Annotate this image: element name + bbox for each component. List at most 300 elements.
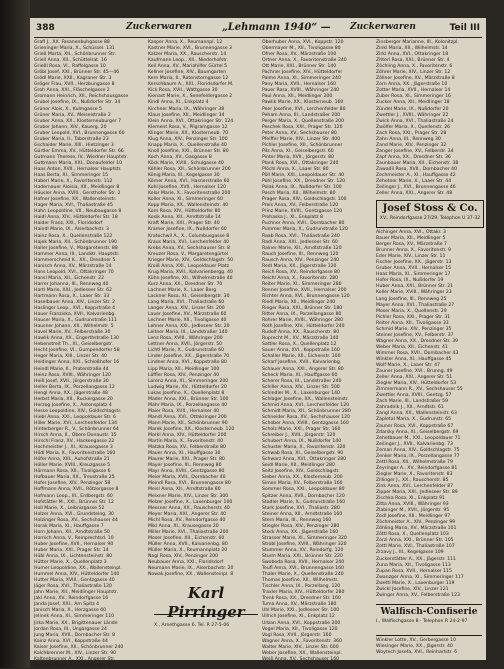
- directory-entry: Tischler Anna, IX., Porzellang. 120: [262, 584, 341, 590]
- directory-entry: Sattler Rosa, X., Quellenplatz 12: [262, 342, 337, 348]
- directory-entry: Zipper Maria, XXI., Jedleseer Str. 89: [376, 490, 458, 496]
- directory-entry: Tuma Anna, XV., Märzstraße 180: [262, 602, 337, 608]
- directory-entry: Hofbauer Maria, XX., Treustraße 25: [34, 475, 115, 481]
- directory-entry: Humer Leopoldine, XX., Wallensteinpl.: [34, 566, 122, 572]
- directory-entry: Koller Anna, XI., Simmeringer 60: [148, 197, 223, 203]
- advertisement-karl-pirringer: [154, 584, 258, 628]
- ad-name: Karl Pirringer: [167, 584, 245, 621]
- directory-entry: Mayer Anna, XVI., Thaliastraße 27: [376, 302, 455, 308]
- directory-entry: Reiter Marie, XI., Simmeringer 280: [262, 281, 342, 287]
- directory-entry: Polak Anna, IX., Nußdorfer Str. 100: [262, 185, 342, 191]
- directory-entry: Zimmermann R., XV., Sechshauser 55: [376, 387, 463, 393]
- directory-entry: Rainer Marie, XII., Arndtstraße 120: [262, 245, 342, 251]
- directory-entry: Hausner Johann, XII., Wilhelmstr. 5: [34, 324, 114, 330]
- directory-entry: Hajek Maria, XII., Schönbrunner 190: [34, 239, 117, 245]
- directory-entry: Teufl Anna, XVI., Brunnengasse 160: [262, 566, 344, 572]
- directory-entry: Kühn Josefine, XII., Wilhelmstraße 40: [148, 275, 233, 281]
- directory-entry: Peer Josefine, XVI., Lerchenfelder 80: [262, 106, 346, 112]
- directory-entry: Zinkl Maria, XII., Wilhelmstr. 14: [376, 46, 448, 52]
- directory-entry: Maurer Marie, XXI., Prager Str. 80: [148, 457, 225, 463]
- directory-entry: Seidl Marie, XII., Meidlinger 280: [262, 463, 335, 469]
- directory-entry: Reich Rosa, XV., Reindorfgasse 80: [262, 269, 340, 275]
- directory-entry: Schmid Marie, XIV., Penzinger 35: [376, 326, 452, 332]
- directory-entry: Stadler Marie, X., Gudrunstraße 160: [262, 499, 346, 505]
- directory-entry: Schindler M., X., Laxenburger 140: [262, 390, 340, 396]
- directory-entry: Strasser Marie, XI., Simmeringer 320: [262, 535, 347, 541]
- directory-entry: Meisl Anna, XII., Arndtstraße 80: [148, 487, 221, 493]
- directory-entry: Stock Anna, XX., Jägerstraße 160: [262, 529, 339, 535]
- directory-entry: Holzer Anna, XVI., Grundsteing. 30: [34, 511, 114, 517]
- directory-entry: Pfeiffer Marie, XIV., Linzer Str. 400: [262, 136, 341, 142]
- column-3: [262, 40, 370, 662]
- directory-entry: Renner Josefine, XVII., Hernalser 200: [262, 287, 347, 293]
- directory-entry: Höller Marie, XVIII., Kreuzgasse 5: [34, 463, 111, 469]
- directory-entry: Schauer Anna, XXI., Angerer Str. 80: [262, 366, 344, 372]
- directory-entry: Koch Anna, XV., Gasgasse 8: [148, 154, 212, 160]
- directory-entry: Woytech Josefa, XVI., Reinhartstr. 6: [376, 650, 458, 656]
- directory-entry: Moser Maria, X., Quellenstr. 29: [376, 308, 447, 314]
- directory-entry: Zahn Anna, III., Rennweg 30: [376, 136, 441, 142]
- directory-entry: Jahn Marie, XII., Meidlinger Hauptstr.: [34, 590, 118, 596]
- directory-entry: Zorzi Anna, XXI., Brünner Str. 105: [376, 538, 454, 544]
- directory-entry: Gröger Frau, XVII., Herzbungasse 8: [34, 82, 115, 88]
- directory-entry: Jung Maria, XVII., Dornbacher Str. 8: [34, 632, 116, 638]
- directory-entry: Aichinger Anna, XVI., Ottakr. 3: [376, 230, 446, 235]
- directory-entry: Schneider Rosa, XV., Sechshauser 120: [262, 414, 351, 420]
- page-header: [34, 22, 482, 36]
- directory-entry: Hornich Anna, V., Reinprechtsd. 10: [34, 535, 114, 541]
- directory-entry: Horak Maria, XI., Hauffgasse 7: [34, 523, 104, 529]
- directory-entry: Hansl Maria, XII., Eichenstr. 22: [34, 275, 105, 281]
- directory-entry: Schreiber J., XVII., Jörgerstr. 120: [262, 433, 336, 439]
- ad-name: Walfisch-Confiserie: [380, 607, 478, 617]
- directory-entry: Mikl Anna, XI., Krausegasse 20: [148, 523, 219, 529]
- directory-entry: Schubert Anna, IX., Nußdorfer 140: [262, 439, 342, 445]
- directory-entry: Krieger Marie, XIV., Goldschlagstr. 50: [148, 257, 234, 263]
- directory-entry: Pilz Anna, XI., Geiselbergstr. 60: [262, 148, 334, 154]
- directory-entry: Haas Berta, XI., Simmeringer 15: [34, 173, 109, 179]
- directory-entry: Hans Leopold, XVI., Ottakringer 70: [34, 269, 114, 275]
- directory-entry: Prinz Marie, XVIII., Gentzgasse 120: [262, 209, 343, 215]
- directory-entry: Pinter Maria, XVII., Jörgerstr. 80: [262, 154, 334, 160]
- directory-entry: Moser Josefine, XII., Eichenstr. 60: [148, 535, 225, 541]
- directory-entry: Hütter Marie, X., Quellenplatz 3: [34, 560, 107, 566]
- directory-entry: Pummer Maria, X., Gudrunstraße 120: [262, 227, 348, 233]
- directory-entry: Jakl Anna, XV., Reindorfgasse 16: [34, 596, 109, 602]
- directory-entry: Hinterberger R., V., Schönbrunner 64: [34, 427, 119, 432]
- directory-entry: Groh Anna, XXI., Fläschelgasse 2: [34, 88, 110, 94]
- directory-entry: Gruber Anna, XVII., Hernalser 15: [376, 266, 452, 272]
- directory-entry: Kasper Anna, X., Reumannpl. 12: [148, 40, 223, 45]
- directory-entry: Fischer Josefine, XX., Jägerstr. 13: [376, 260, 452, 266]
- directory-entry: Paul Anna, XII., Meidlinger 200: [262, 94, 333, 100]
- directory-entry: Trenk Rosa, XX., Dresdner Str. 160: [262, 596, 341, 602]
- directory-entry: Sieber Anna, XX., Klosterneub. 200: [262, 475, 343, 481]
- directory-entry: Grubel Josefine, IX., Nußdorfer Str. 34: [34, 100, 121, 106]
- directory-entry: Gröbl Josef, XXI., Brünner Str. 45—46: [34, 70, 120, 76]
- directory-entry: Zehetbauer M., XXI., Leopoldauer 71: [376, 435, 461, 441]
- directory-entry: Kaufmann Leop., XII., Niederhofstr.: [148, 58, 229, 64]
- directory-entry: Obermayer M., XII., Tivoligasse 80: [262, 46, 341, 52]
- directory-entry: Prager Rosa, XIV., Goldschlagstr. 100: [262, 197, 347, 203]
- directory-entry: Kolar Marie, X., Favoritenstraße 200: [148, 191, 231, 197]
- directory-entry: Weber Maria, XII., Eichenstr. 41: [376, 344, 448, 350]
- directory-entry: Klement Rosa, V., Pilgramgasse 12: [148, 124, 228, 130]
- directory-entry: Hebenstreit Th., XI., Geiselbergstr.: [34, 342, 114, 348]
- directory-entry: Zeller Anna, XXI., Angerer Str. 51: [376, 375, 453, 381]
- directory-entry: Winkler Anna, XI., Hauffgasse 45: [376, 356, 452, 362]
- directory-entry: Schmid Anna, XVI., Lerchenfelder 120: [262, 402, 350, 408]
- directory-entry: Janisch Maria, X., Herzgasse 60: [34, 608, 107, 614]
- directory-entry: Harrer Johanna, III., Rennweg 40: [34, 281, 109, 287]
- directory-entry: Kellner Josefine, XIV., Baumgarten: [148, 70, 227, 76]
- directory-entry: Gromann Heinrich, XII., Reichshausgasse: [34, 94, 129, 100]
- directory-entry: Hutter Maria, XVIII., Gentzgasse 40: [34, 578, 115, 584]
- directory-entry: Hecht Josefine, VI., Gumpendorfer 58: [34, 348, 120, 354]
- directory-entry: Weiß Anna, XV., Sechshauser 160: [262, 656, 340, 662]
- directory-entry: Haidl Anna, XIV., Hütteldorfer Str. 18: [34, 215, 118, 221]
- directory-entry: Müller Anna, XVII., Kalvarienbg. 80: [148, 541, 228, 547]
- directory-entry: Hartl Marie, XXI., Jedleseer Str. 62: [34, 287, 112, 293]
- directory-entry: Pichler Rosa, XXI., Prager Str. 31: [376, 314, 451, 320]
- directory-entry: Klein Anna, XVI., Ottakringer Str. 124: [148, 118, 234, 124]
- directory-entry: Zischka Rosa, XI., Enkplatz 91: [376, 496, 445, 502]
- directory-entry: Hawlik Anna, XX., Engerthstraße 130: [34, 336, 120, 342]
- directory-entry: Schlager Josefine, XX., Wallensteinstr.: [262, 396, 349, 402]
- directory-entry: Mader Anna, XXI., Brünner Str. 100: [148, 396, 229, 402]
- directory-entry: Ullrich Josefine, XI., Enkplatz 12: [262, 614, 335, 620]
- directory-entry: Hödl Maria, X., Favoritenstraße 160: [34, 451, 116, 457]
- directory-entry: Matzka Rosa, XV., Felberstraße 80: [148, 445, 226, 451]
- directory-entry: Zangl Anna, XX., Wallensteinstr. 63: [376, 411, 457, 417]
- directory-entry: Zwickl Josefine, XIV., Linzer 121: [376, 586, 449, 592]
- directory-entry: Pany Maria, XVII., Hernalser 160: [262, 82, 336, 88]
- directory-entry: Heidinger Anna, XXI., Schloßhofer 16: [34, 360, 120, 366]
- directory-entry: Martin Maria, X., Favoritenstr. 40: [148, 439, 224, 445]
- directory-entry: Horn Johann, XII., Arndtstraße 50: [34, 529, 110, 535]
- directory-entry: Meindl Rosa, XVI., Brunnengasse 80: [148, 481, 231, 487]
- directory-entry: Hummel Anna, XIV., Hütteldorfer 140: [34, 572, 120, 578]
- directory-entry: Katzer Maria, XX., Rauscherstr. 14: [148, 52, 227, 58]
- directory-entry: Zöchling Anna, X., Favoritenstr. 6: [376, 64, 453, 70]
- directory-entry: Hochmeister J., XI., Krausegasse 3: [34, 445, 113, 451]
- directory-entry: Sturm Maria, XXI., Brünner Str. 220: [262, 553, 343, 559]
- directory-entry: Zöhling Maria, XV., Märzstraße 101: [376, 526, 457, 532]
- directory-entry: Richter Anna, XVI., Brunnengasse 120: [262, 293, 350, 299]
- section-heading-right: Zuckerwaren: [350, 22, 416, 32]
- directory-entry: Jordan Rosa, III., Ungargasse 24: [34, 626, 107, 632]
- directory-entry: Pöll Marie, XXI., Leopoldauer Str. 40: [262, 173, 345, 179]
- directory-entry: Hoffmann Anna, XVII., Rötzergasse 8: [34, 487, 119, 493]
- directory-entry: Jirka Marie, XX., Brigittenauer Lände: [34, 620, 118, 626]
- directory-entry: Haindl Marie, IX., Alserbachstr. 3: [34, 227, 109, 233]
- directory-entry: Kern Maria, II., Rotensterngasse 12: [148, 76, 229, 82]
- directory-entry: Zorn Anna, XX., Jägerstraße 10: [376, 82, 448, 88]
- directory-entry: Kroiß Anna, XXI., Leopoldauer Platz: [148, 263, 229, 269]
- directory-entry: Swoboda Rosa, XVII., Hernalser 240: [262, 560, 345, 566]
- directory-entry: Zeilinger J., XVII., Kalvarienbg. 73: [376, 441, 453, 447]
- directory-entry: Zöttl Rosa, X., Quellenplatz 103: [376, 532, 449, 538]
- directory-entry: Hofer Josefine, XIV., Penzinger 58: [34, 481, 111, 487]
- directory-entry: Heinz Rosa, XVIII., Währinger 120: [34, 372, 111, 378]
- directory-entry: Markl Anna, XIV., Hütteldorfer 200: [148, 433, 227, 439]
- directory-entry: Zenker Maria, IX., Porzellangasse 77: [376, 453, 460, 459]
- directory-entry: Zink Anna, XVI., Lerchenfelder 87: [376, 483, 454, 489]
- directory-entry: Heiß Josef, XVII., Jörgerstraße 30: [34, 378, 109, 384]
- directory-entry: Zapletal Maria, X., Gudrunstr. 65: [376, 417, 452, 423]
- directory-entry: Jäger Rosa, XVI., Thaliastraße 120: [34, 584, 112, 590]
- directory-entry: Hammerschmid K., XX., Dresdner 5: [34, 257, 116, 263]
- directory-entry: Kainz Anna, XVI., Koppstraße 44: [34, 638, 108, 644]
- directory-entry: Zwettler J., XVIII., Währinger 22: [376, 112, 449, 118]
- directory-entry: Redl Maria, XX., Jägerstraße 120: [262, 263, 337, 269]
- directory-entry: Sauer Anna, XVI., Koppstraße 160: [262, 348, 340, 354]
- directory-entry: Lukas Josefine, X., Quellenplatz 8: [148, 390, 225, 396]
- directory-entry: Ruprecht M., XV., Märzstraße 140: [262, 336, 339, 342]
- directory-entry: Zaunbauer Maria, XII., Eichenstr. 38: [376, 160, 459, 166]
- directory-entry: Knapp Maria, X., Quellenstraße 40: [148, 142, 227, 148]
- directory-entry: Zöhrer Marie, XIV., Linzer Str. 12: [376, 70, 451, 76]
- directory-entry: Haller Josefine, V., Margaretenstr. 88: [34, 245, 118, 251]
- directory-entry: Schiller Anna, XIV., Linzer Str. 500: [262, 384, 340, 390]
- directory-entry: Zahradnik J., XII., Arndtstr. 61: [376, 405, 444, 411]
- directory-entry: Rieger Rosa, XXI., Brünner Str. 180: [262, 306, 343, 312]
- directory-entry: Kratochwil A., X., Columbusgasse 8: [148, 233, 230, 239]
- page-number: 388: [36, 23, 55, 33]
- binding-edge: [0, 0, 30, 668]
- directory-entry: Zwanzger Anna, XI., Simmeringer 117: [376, 574, 464, 580]
- directory-entry: Zettl Rosa, XII., Wilhelmstraße 79: [376, 459, 453, 465]
- directory-entry: Hauer Franziska, XVII., Kalvarienbg.: [34, 312, 116, 318]
- header-rule: [34, 37, 482, 38]
- directory-entry: Scharf Josefine, XVII., Kalvarienbg.: [262, 360, 342, 366]
- directory-entry: Hadernauer Aloisia, XII., Meidlinger 8: [34, 185, 120, 191]
- directory-entry: Huber Josefine, XVII., Hernalser 90: [34, 541, 114, 547]
- directory-entry: Zwettler Anna, XVIII., Gentzg. 57: [376, 393, 452, 399]
- directory-entry: Klug Anna, XIV., Penzinger Str. 100: [148, 136, 228, 142]
- column-1: [34, 40, 142, 668]
- directory-entry: Pauer Rosa, XVIII., Währinger 240: [262, 88, 340, 94]
- directory-entry: Zwinger Anna, XV., Felberstraße 123: [376, 592, 460, 598]
- directory-entry: Hesse Leopoldine, XIV., Goldschlagstr.: [34, 408, 122, 414]
- column-4-lower: [376, 230, 484, 602]
- directory-entry: Jelinek Anna, XI., Simmeringer 110: [34, 614, 115, 620]
- directory-entry: Stark Josefine, XVI., Thaliastr. 280: [262, 505, 340, 511]
- directory-entry: Kastner Marie, XVI., Brunnengasse 3: [148, 46, 232, 52]
- directory-entry: Hübl Anna, IX., Lichtensteinstr. 80: [34, 553, 113, 559]
- directory-entry: Zuckerstätter A., XX., Jägerstr. 111: [376, 556, 456, 562]
- directory-entry: Zach Rosa, XXI., Prager Str. 28: [376, 130, 447, 136]
- directory-entry: Kirchner Maria, IX., Währinger 38: [148, 106, 225, 112]
- directory-entry: Zodl Josefine, XII., Meidlinger 97: [376, 514, 451, 520]
- directory-entry: Rausch Anna, XIV., Penzinger 240: [262, 257, 340, 263]
- directory-entry: Köck Marie, XVIII., Schulgasse 40: [148, 160, 224, 166]
- directory-entry: Koller Marie, XVIII., Währinger 23: [376, 290, 452, 296]
- directory-entry: Pichler Josefine, XII., Schönbrunner: [262, 142, 343, 148]
- directory-page: [30, 18, 486, 668]
- directory-entry: Preis Anna, XV., Felberstraße 120: [262, 203, 339, 209]
- directory-entry: Lauer Josefine, XV., Märzstraße 60: [148, 312, 227, 318]
- directory-entry: Zillinger J., XX., Rauscherstr. 85: [376, 477, 449, 483]
- directory-entry: Lichtl Marie, X., Gudrunstraße 60: [148, 348, 225, 354]
- directory-entry: Haas Maria, XI., Simmeringer 17: [376, 272, 451, 278]
- directory-entry: Wagner Anna, X., Favoritenstr. 360: [262, 638, 342, 644]
- column-4-tail: [376, 638, 484, 658]
- directory-entry: Uhl Marie, XXI., Jedleseer Str. 100: [262, 608, 340, 614]
- directory-entry: Perger Maria, X., Quellenstraße 200: [262, 118, 345, 124]
- directory-entry: Zrzavy J., III., Kegelgasse 109: [376, 550, 444, 556]
- directory-entry: Ziegler Marie, X., Favoritenstr. 83: [376, 471, 453, 477]
- directory-entry: Hiller Marie, XVI., Lerchenfelder 134: [34, 420, 118, 426]
- directory-entry: Eder Marie, XIV., Linzer Str. 11: [376, 254, 446, 260]
- directory-entry: Stummer Anna, XV., Reindorfg. 120: [262, 547, 344, 553]
- directory-entry: Häusler Anna, XVIII., Gersthofer Str. 2: [34, 191, 121, 197]
- directory-entry: Havel Marie, XV., Felberstraße 30: [34, 330, 111, 336]
- directory-entry: Mann Marie, XII., Schönbrunner 90: [148, 420, 228, 426]
- directory-entry: Kick Rosa, XVII., Wattgasse 30: [148, 88, 218, 94]
- directory-entry: Lackner Rosa, XI., Geiselbergstr. 30: [148, 293, 230, 299]
- running-title: „Lehmann 1940“ —: [222, 22, 331, 33]
- directory-entry: Höfer Anna, XIII., Auhofstraße 21: [34, 457, 110, 463]
- directory-entry: Hörmann Rosa, XII., Tivoligasse 6: [34, 469, 111, 475]
- directory-entry: Zand Marie, XIV., Penzinger 32: [376, 142, 447, 148]
- directory-entry: Schwarz Anna, XVI., Ottakringer 280: [262, 457, 347, 463]
- directory-entry: Wiesinger Marie, XX., Jägerstr. 40: [376, 644, 453, 650]
- directory-entry: Kohl Josefine, XVII., Hernalser 120: [148, 185, 226, 191]
- directory-entry: Grieß Marta, XII., Schönbrunner Str.: [34, 52, 116, 58]
- directory-entry: Vogl Rosa, XVII., Jörgerstr. 160: [262, 632, 332, 638]
- directory-entry: Zlabinger M., XVII., Jörgerstr. 95: [376, 508, 450, 514]
- directory-entry: Kerschbaum A., XXI., Floridsdorfer M.: [148, 82, 234, 88]
- directory-entry: Heger Maria, XIII., Linzer Str. 40: [34, 354, 107, 360]
- ad-address: I., Walfischgasse 8 · Telephon R 24-2-97: [376, 619, 468, 624]
- directory-entry: Zechmeister A., XI., Hauffgasse 42: [376, 173, 456, 179]
- directory-entry: Hengl Anna, XX., Jägerstraße 48: [34, 390, 108, 396]
- directory-entry: Hager Maria, XVI., Thaliastraße 45: [34, 203, 113, 209]
- directory-entry: Langer Anna, XIV., Linzer Str. 200: [148, 306, 225, 312]
- directory-entry: Hofmann Leop., III., Erdbergstr. 60: [34, 493, 113, 499]
- directory-entry: Kraus Maria, XVI., Lerchenfelder 40: [148, 239, 230, 245]
- directory-entry: Pohl Josefine, XX., Dresdner Str. 120: [262, 179, 346, 185]
- directory-entry: Simon Maria, XV., Felberstraße 160: [262, 481, 343, 487]
- directory-entry: Vogel Maria, XII., Tivoligasse 120: [262, 626, 338, 632]
- directory-entry: Lang Maria, XVI., Thaliastraße 60: [148, 300, 225, 306]
- directory-entry: Zinsberger Marianne, III., Kolonitzpl.: [376, 40, 459, 45]
- directory-entry: Ludwig Marie, XV., Hütteldorfer 20: [148, 384, 227, 390]
- directory-entry: Hauser Maria, X., Gudrunstraße 111: [34, 318, 117, 324]
- directory-entry: Janda Josef, XXI., Am Spitz 4: [34, 602, 100, 608]
- directory-entry: Nagl Rosa, XIV., Penzinger 200: [148, 553, 219, 559]
- directory-entry: Holl Marie, X., Leibnizgasse 52: [34, 505, 105, 511]
- directory-entry: Mayer Josefine, III., Rennweg 80: [148, 463, 222, 469]
- directory-entry: Haselbauer Anna, XIV., Linzer Str. 2: [34, 300, 116, 306]
- directory-entry: Grüner Alois, X., Kulmgasse 5: [34, 106, 102, 112]
- directory-entry: Palme Anna, XI., Simmeringer 240: [262, 76, 341, 82]
- directory-entry: Lenz Rosa, XVIII., Währinger 200: [148, 336, 223, 342]
- directory-entry: Grieninger Maria, X., Schüssel. 131: [34, 46, 115, 52]
- directory-entry: Huber Anna, XXI., Brünner Str. 21: [376, 284, 454, 290]
- directory-entry: Stiegler Rosa, XIV., Penzinger 280: [262, 523, 340, 529]
- directory-entry: Zeilinger J., XVI., Brunnengasse 46: [376, 185, 456, 191]
- directory-entry: Oberhuber Anna, XVI., Koppstr. 120: [262, 40, 344, 45]
- directory-entry: Reichl Anna, X., Favoritenstr. 280: [262, 275, 339, 281]
- directory-entry: Hainz Rosa, X., Quellenstraße 122: [34, 233, 113, 239]
- directory-entry: Gruber Leopold, XVI., Brunnengasse 60: [34, 130, 125, 136]
- directory-entry: Kindl Anna, XI., Enkplatz 4: [148, 100, 209, 106]
- directory-entry: Zwölfer Maria, X., Quellenstr. 26: [376, 124, 451, 130]
- directory-entry: Nowak Josefine, XX., Wallensteinpl. 8: [148, 572, 234, 578]
- directory-entry: Bauer Maria, XII., Meidlinger 5: [376, 236, 446, 242]
- directory-entry: Zeller Anna, XXI., Angerer Str. 48: [376, 191, 453, 197]
- directory-entry: Krug Maria, XVII., Kalvarienbergg. 40: [148, 269, 233, 275]
- directory-entry: Schober Anna, XVIII., Gentzgasse 160: [262, 420, 349, 426]
- directory-entry: Heindl Marie, II., Praterstraße 44: [34, 366, 109, 372]
- directory-entry: Zanger Josefine, XV., Felberstr. 34: [376, 148, 454, 154]
- directory-entry: Mahr Maria, IX., Porzellangasse 40: [148, 402, 228, 408]
- directory-entry: Meyer Maria, XXI., Angerer Str. 40: [148, 511, 227, 517]
- directory-entry: Kaltenbrunner A., XXI., Angerer Str.: [34, 656, 116, 662]
- directory-entry: Lindner Anna, XVI., Koppstraße 80: [148, 360, 227, 366]
- directory-entry: Kaiser Josefine, XII., Schönbrunner 240: [34, 644, 124, 650]
- directory-entry: Zöllner Josefine, XV., Märzstraße 8: [376, 76, 455, 82]
- directory-entry: Zauner Josefine, XVI., Brunng. 49: [376, 369, 453, 375]
- directory-entry: Zehetner Marie, X., Laaer Str. 44: [376, 179, 452, 185]
- directory-entry: Rauch Josefine, III., Rennweg 120: [262, 251, 339, 257]
- directory-entry: Zotter Maria, XVII., Hernalser 14: [376, 88, 451, 94]
- directory-entry: Klinger Marie, XX., Klosterneub. 70: [148, 130, 229, 136]
- directory-entry: Holzinger Rosa, XV., Sechshauser 44: [34, 517, 118, 523]
- directory-entry: Hofer Rosa, IX., Nußdorfer 19: [376, 278, 444, 284]
- directory-entry: Knoll Josefine, XXI., Brünner Str. 80: [148, 148, 229, 154]
- directory-entry: Gruber Maria, II., Taborstraße 23: [34, 136, 109, 142]
- directory-entry: Lettner Anna, XVII., Jörgerstr. 50: [148, 342, 223, 348]
- directory-entry: Peschek Rosa, XXI., Prager Str. 120: [262, 124, 343, 130]
- directory-entry: Grafl J., XX. Fasanenbuhgasse 88: [34, 40, 110, 45]
- directory-entry: Berger Rosa, XV., Märzstraße 7: [376, 242, 447, 248]
- directory-entry: Ofner Rosa, XV., Märzstraße 100: [262, 52, 337, 58]
- directory-entry: Sommer Rosa, XXI., Leopoldauer 80: [262, 487, 345, 493]
- directory-entry: Zapf Anna, XX., Dresdner Str. 36: [376, 154, 451, 160]
- directory-entry: Schwab Rosa, XI., Geiselbergstr. 90: [262, 451, 344, 457]
- directory-entry: Peter Anna, XV., Sechshauser 80: [262, 130, 337, 136]
- part-label: Teil III: [449, 23, 480, 33]
- directory-entry: Lechner Marie, XII., Tivoligasse 40: [148, 318, 227, 324]
- directory-entry: Traxler Maria, XIV., Hütteldorfer 280: [262, 590, 345, 596]
- directory-entry: Meier Maria, XVII., Dornbacher 40: [148, 475, 226, 481]
- directory-entry: Reiter Anna, XII., Tivoligasse 33: [376, 320, 449, 326]
- directory-entry: Haider Franz, XXI., Floridsdorf: [34, 221, 103, 227]
- directory-entry: Seitz Josefine, XIV., Goldschlagstr.: [262, 469, 340, 475]
- directory-entry: Raab Rosa, XVI., Thaliastraße 240: [262, 233, 340, 239]
- directory-entry: Köhler Rosa, XII., Schönbrunner 200: [148, 166, 231, 172]
- directory-entry: Kramer Josefine, IX., Nußdorfer 60: [148, 227, 227, 233]
- directory-entry: Klaus Josefine, XII., Meidlinger 34: [148, 112, 225, 118]
- directory-entry: Schuster Maria, X., Favoritenstr. 320: [262, 445, 346, 451]
- directory-entry: Haas Anton, XVII., Hernalser Hauptstr.: [34, 166, 122, 172]
- directory-entry: Zottl Marie, XVI., Thaliastraße 107: [376, 544, 455, 550]
- directory-entry: Kopp Maria, XX., Wallensteinstr. 40: [148, 203, 229, 209]
- directory-entry: Weber Josefine, XX., Wallensteinpl.: [262, 650, 343, 656]
- directory-entry: Mauer Anna, XI., Hauffgasse 30: [148, 451, 221, 457]
- advertisement-walfisch-confiserie: [376, 604, 482, 636]
- directory-entry: Kalchbrenner M., XIV., Linzer Str. 90: [34, 650, 117, 656]
- directory-entry: Posch Maria, XII., Wilhelmstr. 80: [262, 191, 336, 197]
- directory-entry: Hirschl Franz, XV., Hackengasse 22: [34, 439, 115, 445]
- column-4-upper: [376, 40, 484, 200]
- directory-entry: Puchner Anna, XVII., Dornbacher 80: [262, 221, 345, 227]
- directory-entry: Herbst Maria, XII., Ruckergasse 20: [34, 396, 113, 402]
- directory-entry: Thomas Josefine, XII., Wilhelmstr.: [262, 578, 339, 584]
